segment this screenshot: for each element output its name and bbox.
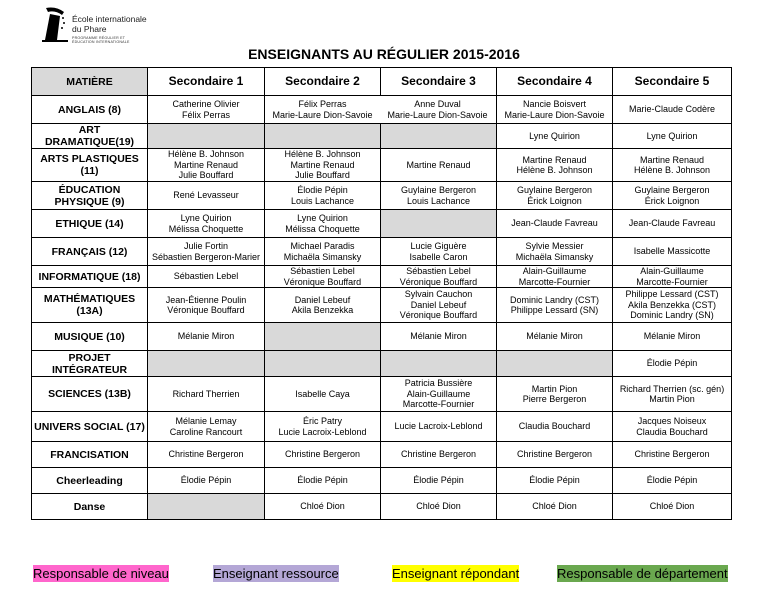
teacher-cell <box>613 266 732 288</box>
teacher-name: Michaëla Simansky <box>515 251 594 262</box>
teacher-name: Philippe Lessard (SN) <box>510 305 599 315</box>
teacher-name: Véronique Bouffard <box>283 276 362 287</box>
tagline-line1: PROGRAMME RÉGULIER ET <box>72 36 126 40</box>
teacher-name: Richard Therrien <box>172 388 240 399</box>
teacher-cell <box>497 442 613 468</box>
teacher-name: Martine Renaud <box>406 159 471 170</box>
teacher-cell <box>148 149 265 182</box>
teacher-name: Sébastien Lebel <box>173 271 239 282</box>
teacher-name: Christine Bergeron <box>516 449 593 460</box>
subject-cell: MATHÉMATIQUES (13A) <box>32 288 148 323</box>
table-row <box>32 351 732 377</box>
teacher-cell <box>265 288 381 323</box>
teacher-name: Mélissa Choquette <box>285 223 360 234</box>
teacher-name: Claudia Bouchard <box>518 421 591 432</box>
teacher-name: Martine Renaud <box>522 154 587 165</box>
teacher-cell <box>613 96 732 124</box>
teacher-name: Lucie Lacroix-Leblond <box>278 426 367 437</box>
teacher-name: Marie-Laure Dion-Savoie <box>272 109 373 120</box>
teacher-name: Catherine Olivier <box>172 99 240 109</box>
page-title: ENSEIGNANTS AU RÉGULIER 2015-2016 <box>248 46 520 62</box>
teacher-name: Isabelle Caron <box>409 251 468 262</box>
teacher-cell <box>497 182 613 210</box>
teacher-name: Jean-Étienne Poulin <box>165 294 247 305</box>
teacher-name: Lucie Giguère <box>410 241 467 251</box>
teacher-cell <box>613 442 732 468</box>
subject-cell: SCIENCES (13B) <box>32 377 148 412</box>
teacher-name: Christine Bergeron <box>284 449 361 460</box>
teacher-name: Martine Renaud <box>639 154 705 165</box>
teacher-name: Julie Bouffard <box>295 170 350 181</box>
teacher-name: Élodie Pépin <box>646 475 698 486</box>
teacher-name: Mélanie Miron <box>526 331 583 342</box>
table-row <box>32 412 732 442</box>
tagline-line2: ÉDUCATION INTERNATIONALE <box>72 40 130 44</box>
teacher-cell <box>265 238 381 266</box>
subject-cell: INFORMATIQUE (18) <box>32 266 148 288</box>
teacher-cell <box>497 96 613 124</box>
teacher-name: Louis Lachance <box>406 195 471 206</box>
teacher-cell <box>613 288 732 323</box>
teacher-name: Hélène B. Johnson <box>284 149 361 160</box>
teacher-name: Nancie Boisvert <box>522 99 587 109</box>
teacher-cell <box>265 351 381 377</box>
subject-cell: FRANCISATION <box>32 442 148 468</box>
teacher-name: Dominic Landry (CST) <box>509 294 600 305</box>
teacher-name: Hélène B. Johnson <box>516 165 593 175</box>
subject-cell: FRANÇAIS (12) <box>32 238 148 266</box>
teacher-cell <box>265 323 381 351</box>
teacher-name: René Levasseur <box>173 190 239 201</box>
teacher-name: Marie-Claude Codère <box>628 104 716 115</box>
teacher-name: Isabelle Massicotte <box>633 246 711 257</box>
teacher-cell <box>148 96 265 124</box>
teacher-cell <box>497 351 613 377</box>
teacher-name: Martine Renaud <box>290 159 355 170</box>
teacher-name: Véronique Bouffard <box>167 305 245 315</box>
teacher-cell <box>148 238 265 266</box>
teacher-cell <box>265 96 497 124</box>
teacher-cell <box>497 149 613 182</box>
teacher-cell <box>381 494 497 520</box>
teacher-cell <box>148 266 265 288</box>
legend-item: Enseignant répondant <box>392 566 520 581</box>
teacher-name: Mélanie Miron <box>177 331 235 342</box>
header-grade: Secondaire 3 <box>381 68 497 96</box>
teacher-cell <box>265 210 381 238</box>
teacher-name: Élodie Pépin <box>297 475 348 486</box>
teacher-cell <box>613 323 732 351</box>
table-row <box>32 288 732 323</box>
teacher-name: Guylaine Bergeron <box>516 185 593 195</box>
teacher-cell <box>381 442 497 468</box>
teacher-name: Lyne Quirion <box>646 130 698 141</box>
teacher-name: Chloé Dion <box>649 501 695 512</box>
teacher-cell <box>148 351 265 377</box>
teacher-cell <box>381 266 497 288</box>
subject-cell: ETHIQUE (14) <box>32 210 148 238</box>
teacher-cell <box>381 182 497 210</box>
table-row <box>32 238 732 266</box>
teacher-cell <box>148 288 265 323</box>
teacher-name: Sylvain Cauchon <box>404 289 473 300</box>
teacher-name: Philippe Lessard (CST) <box>625 289 719 300</box>
teacher-cell <box>381 210 497 238</box>
teacher-name: Michael Paradis <box>290 241 355 251</box>
subject-cell: Danse <box>32 494 148 520</box>
lighthouse-logo-icon <box>42 6 70 42</box>
teacher-cell <box>381 149 497 182</box>
header-grade: Secondaire 2 <box>265 68 381 96</box>
subject-cell: ART DRAMATIQUE(19) <box>32 124 148 149</box>
teacher-cell <box>148 494 265 520</box>
school-name-line1: École internationale <box>72 14 147 24</box>
teacher-cell <box>381 238 497 266</box>
teacher-cell <box>148 323 265 351</box>
header-grade: Secondaire 4 <box>497 68 613 96</box>
teacher-name: Claudia Bouchard <box>636 426 708 437</box>
header-subject: MATIÈRE <box>32 68 148 96</box>
teacher-name: Éric Patry <box>302 416 342 426</box>
teacher-name: Patricia Bussière <box>404 378 473 389</box>
teacher-cell <box>613 351 732 377</box>
teacher-name: Érick Loignon <box>644 195 700 206</box>
merged-right <box>380 99 495 120</box>
teacher-cell <box>265 149 381 182</box>
teacher-cell <box>381 351 497 377</box>
school-name-line2: du Phare <box>72 24 107 34</box>
teacher-name: Marcotte-Fournier <box>518 276 591 287</box>
schedule-table <box>31 67 732 520</box>
teacher-name: Sébastien Lebel <box>406 266 471 276</box>
teacher-name: Mélanie Lemay <box>175 416 237 426</box>
teacher-name: Marie-Laure Dion-Savoie <box>504 109 605 120</box>
teacher-cell <box>265 182 381 210</box>
teacher-name: Martin Pion <box>531 383 578 394</box>
teacher-name: Marcotte-Fournier <box>636 276 708 287</box>
teacher-cell <box>381 323 497 351</box>
teacher-name: Élodie Pépin <box>180 475 232 486</box>
teacher-name: Sylvie Messier <box>525 241 584 251</box>
header-row <box>32 68 732 96</box>
teacher-name: Véronique Bouffard <box>399 276 478 287</box>
teacher-name: Dominic Landry (SN) <box>630 310 714 321</box>
teacher-name: Michaëla Simansky <box>283 251 362 262</box>
teacher-cell <box>148 377 265 412</box>
teacher-name: Guylaine Bergeron <box>400 185 477 195</box>
teacher-name: Alain-Guillaume <box>406 388 471 399</box>
teacher-name: Chloé Dion <box>416 501 461 512</box>
teacher-name: Lyne Quirion <box>297 213 348 223</box>
teacher-name: Martin Pion <box>649 394 695 404</box>
teacher-cell <box>265 124 381 149</box>
table-row <box>32 377 732 412</box>
table-row <box>32 124 732 149</box>
teacher-cell <box>148 412 265 442</box>
teacher-name: Sébastien Bergeron-Marier <box>151 251 261 262</box>
teacher-cell <box>613 182 732 210</box>
teacher-cell <box>148 124 265 149</box>
school-tagline <box>72 36 130 44</box>
teacher-cell <box>265 468 381 494</box>
teacher-name: Caroline Rancourt <box>169 426 243 437</box>
teacher-name: Lyne Quirion <box>180 213 232 223</box>
teacher-cell <box>148 210 265 238</box>
teacher-cell <box>148 442 265 468</box>
subject-cell: MUSIQUE (10) <box>32 323 148 351</box>
teacher-name: Élodie Pépin <box>529 475 580 486</box>
teacher-name: Mélanie Miron <box>643 331 701 342</box>
teacher-cell <box>613 377 732 412</box>
subject-cell: ANGLAIS (8) <box>32 96 148 124</box>
teacher-cell <box>381 288 497 323</box>
table-row <box>32 149 732 182</box>
teacher-cell <box>148 468 265 494</box>
subject-cell: Cheerleading <box>32 468 148 494</box>
teacher-name: Jacques Noiseux <box>637 416 707 426</box>
teacher-name: Marcotte-Fournier <box>402 399 475 410</box>
teacher-name: Julie Bouffard <box>178 170 234 181</box>
teacher-cell <box>381 124 497 149</box>
header-grade: Secondaire 1 <box>148 68 265 96</box>
teacher-name: Hélène B. Johnson <box>633 165 711 175</box>
teacher-name: Christine Bergeron <box>168 449 244 460</box>
teacher-cell <box>613 210 732 238</box>
legend-item: Enseignant ressource <box>213 566 339 581</box>
teacher-name: Hélène B. Johnson <box>167 149 245 160</box>
subject-cell: UNIVERS SOCIAL (17) <box>32 412 148 442</box>
teacher-name: Sébastien Lebel <box>290 266 355 276</box>
teacher-cell <box>497 288 613 323</box>
teacher-cell <box>613 412 732 442</box>
teacher-cell <box>148 182 265 210</box>
merged-cell-wrap <box>265 99 495 120</box>
teacher-name: Mélissa Choquette <box>168 223 244 234</box>
teacher-cell <box>497 266 613 288</box>
teacher-name: Christine Bergeron <box>634 449 710 460</box>
teacher-name: Lyne Quirion <box>529 130 580 141</box>
teacher-name: Alain-Guillaume <box>522 266 587 276</box>
teacher-name: Marie-Laure Dion-Savoie <box>387 109 488 120</box>
school-logo <box>42 6 202 48</box>
teacher-name: Anne Duval <box>414 99 461 109</box>
header-grade: Secondaire 5 <box>613 68 732 96</box>
teacher-cell <box>497 377 613 412</box>
teacher-cell <box>381 468 497 494</box>
teacher-name: Félix Perras <box>181 109 230 120</box>
teacher-cell <box>381 377 497 412</box>
teacher-cell <box>381 412 497 442</box>
teacher-name: Julie Fortin <box>183 241 228 251</box>
teacher-name: Élodie Pépin <box>413 475 464 486</box>
table-row <box>32 468 732 494</box>
table-row <box>32 494 732 520</box>
teacher-cell <box>265 266 381 288</box>
teacher-cell <box>265 412 381 442</box>
table-row <box>32 323 732 351</box>
legend-item: Responsable de département <box>557 566 728 581</box>
teacher-cell <box>497 210 613 238</box>
teacher-name: Alain-Guillaume <box>640 266 704 276</box>
teacher-cell <box>613 494 732 520</box>
teacher-name: Martine Renaud <box>173 159 239 170</box>
teacher-name: Daniel Lebeuf <box>410 299 467 310</box>
teacher-name: Chloé Dion <box>300 501 345 512</box>
teacher-cell <box>265 377 381 412</box>
teacher-name: Louis Lachance <box>290 195 355 206</box>
merged-left <box>265 99 380 120</box>
subject-cell: ARTS PLASTIQUES (11) <box>32 149 148 182</box>
table-row <box>32 182 732 210</box>
teacher-name: Véronique Bouffard <box>399 310 478 321</box>
teacher-name: Lucie Lacroix-Leblond <box>394 421 483 432</box>
teacher-cell <box>613 124 732 149</box>
subject-cell: ÉDUCATION PHYSIQUE (9) <box>32 182 148 210</box>
teacher-name: Élodie Pépin <box>646 358 698 369</box>
table-row <box>32 96 732 124</box>
teacher-name: Guylaine Bergeron <box>634 185 710 195</box>
teacher-cell <box>497 468 613 494</box>
teacher-cell <box>497 412 613 442</box>
teacher-cell <box>497 238 613 266</box>
teacher-cell <box>497 494 613 520</box>
teacher-name: Akila Benzekka (CST) <box>627 299 717 310</box>
teacher-name: Christine Bergeron <box>400 449 477 460</box>
teacher-cell <box>497 124 613 149</box>
teacher-name: Jean-Claude Favreau <box>628 218 716 229</box>
teacher-name: Chloé Dion <box>532 501 577 512</box>
teacher-cell <box>613 149 732 182</box>
teacher-name: Mélanie Miron <box>410 331 467 342</box>
teacher-name: Félix Perras <box>298 99 347 109</box>
teacher-name: Pierre Bergeron <box>522 394 587 404</box>
teacher-name: Daniel Lebeuf <box>294 294 351 305</box>
school-name <box>72 14 147 34</box>
teacher-cell <box>613 468 732 494</box>
teacher-name: Isabelle Caya <box>295 388 350 399</box>
legend-item: Responsable de niveau <box>33 566 169 581</box>
table-row <box>32 442 732 468</box>
teacher-cell <box>613 238 732 266</box>
teacher-name: Jean-Claude Favreau <box>511 218 598 229</box>
teacher-cell <box>265 494 381 520</box>
teacher-name: Richard Therrien (sc. gén) <box>619 383 725 394</box>
teacher-cell <box>265 442 381 468</box>
subject-cell: PROJET INTÉGRATEUR <box>32 351 148 377</box>
table-row <box>32 210 732 238</box>
teacher-cell <box>497 323 613 351</box>
teacher-name: Akila Benzekka <box>291 305 354 315</box>
teacher-name: Érick Loignon <box>527 195 582 206</box>
teacher-name: Élodie Pépin <box>297 185 348 195</box>
table-row <box>32 266 732 288</box>
